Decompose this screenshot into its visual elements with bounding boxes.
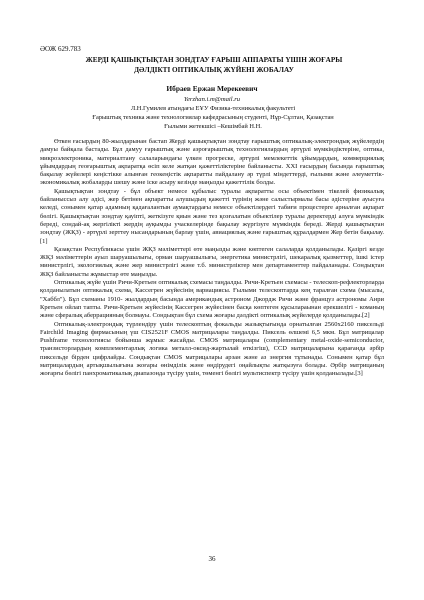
author-name: Ибраев Ержан Мерекеевич — [166, 84, 258, 93]
paragraph-5: Оптикалық-электрондық түрлендіру үшін телескоптың фокальды жазықтығында орнатылған 2560x2160 пиксельді Fairchild Imaging фирмасының үш CIS2521F CMOS матрицалары таңдалды. Пиксель өлшемі 6,5 мкм. Бұл матрицалар Pushframe технологиясы бойынша жұмыс жасайды. CMOS матрицалары (complementary metal-oxide-semiconductor, транзисторлардың комплементарлық логика металл-оксид-жартылай өткізгіш), CCD матрицаларына қарағанда әрбір пиксельде бірден цифрлайды. Сондықтан CMOS матрицалары арзан және аз энергия тұтынады. Сонымен қатар бұл матрицалардың артықшылығына жоғары өнімділік және өңдірудегі оңайлықты жатқызуға болады. Әрбір матрицаның жоғарғы бөлігі панхроматикалық диапазонда түсіру үшін, төменгі бөлігі мультиспектр түсіру үшін қолданылады.[3] — [40, 320, 384, 378]
paragraph-2: Қашықтықтан зондтау - бұл объект немесе құбылыс туралы ақпаратты осы объектімен тікелей физикалық байланыссыз алу әдісі, жер бетінен ақпаратты алушыдың қажетті түрінің және салыстырмалы басы әдістеріне ауысуға келеді, сонымен қатар адамның қадағалантын аумақтардағы немесе объектілердегі табиғи процестерге арналған ақпарат бөлігі. Қашықтықтан зондтау қауіпті, жеткізуге қиын және тез қозғалатын объектілер туралы деректерді алуға мүмкіндік береді, сондай-ақ жергілікті жердің ауқымды учаскелерінде бақылау жүргізуге мүмкіндік береді. Жерді қашықтықтан зондтау (ЖҚЗ) - әртүрлі зерттеу нысандарының барлау үшін, авиациялық және ғарыштық құралдармен Жер бетін бақылау.[1] — [40, 187, 384, 245]
affiliation-line-2: Ғарыштық техника және технологиялар кафедрасының студенті, Нұр-Сұлтан, Қазақстан — [92, 114, 334, 121]
title-line-1: ЖЕРДІ ҚАШЫҚТЫҚТАН ЗОНДТАУ ҒАРЫШ АППАРАТЫ ҮШІН ЖОҒАРЫ — [85, 56, 343, 64]
paragraph-4: Оптикалық жүйе үшін Ричи-Кретьен оптикалық схемасы таңдалды. Ричи-Кретьен схемасы - телескоп-рефлекторларда қолданылатын оптикалық схема, Кассегрен жүйесінің вариациясы. Ғылыми телескоптарда кең таралған схема (мысалы, "Хаббл"). Бұл схеманы 1910- жылдардың басында американдық астроном Джордж Ричи және француз астрономы Анри Кретьен ойлап тапты. Ричи-Кретьен жүйесінің Кассегрен жүйесінен басқа көптеген құсылараынан ерекшелігі - команың және сфералық аберрацияның болмауы. Сондықтан бұл схема жоғары дәлдікті оптикалық жүйелерде қолданылады.[2] — [40, 279, 384, 320]
udc-code: ӘОЖ 629.783 — [40, 45, 81, 53]
affiliation-line-3: Ғылыми жетекшісі –Кешімбай Н.Н. — [164, 123, 262, 130]
author-email: Yerzhan.i.m@mail.ru — [183, 96, 241, 103]
body-text — [40, 138, 384, 379]
paragraph-1: Өткен ғасырдың 80-жылдарынан бастап Жерді қашықтықтан зондтау ғарыштық оптикалық-электрондық жүйелердің дамуы байқала бастады. Бұл дамуу ғарыштық және аэроғарыштық технологиялардың әртүрлі мүмкіндіктеріне, оптика, микроэлектроника, материалтану салаларындағы үлкен прогреске, әртүрлі мемлекеттік ұйымдардың, коммерциялық ұйымдардың геоғарыштық ақпаратқа өсіп келе жатқан қажеттіліктеріне байланысты. XXI ғасырдың басында ғарыштық бақылау жүйелері кеңістікке алынған геокеңістік ақпаратты пайдалану әр түрлі міндеттерді, ғылыми және әлеуметтік-экономикалық жобаларды шешу және іске асыру кезінде маңызды қажеттілік болды. — [40, 138, 384, 187]
page-number: 36 — [208, 555, 216, 563]
title-line-2: ДӘЛДІКТІ ОПТИКАЛЫҚ ЖҮЙЕНІ ЖОБАЛАУ — [134, 66, 294, 74]
paragraph-3: Қазақстан Республикасы үшін ЖҚЗ мәліметтері өте маңызды және көптеген салаларда қолданылады. Қазіргі кезде ЖҚЗ мәліметтерін ауыл шаруашылығы, орман шаруашылығы, энергетика министрлігі, шекаралық қызметтер, ішкі істер министрлігі, экологиялық және жер министрлігі және т.б. министрліктер мен департаменттер пайдаланады. Сондықтан ЖҚЗ байланысты жұмыстар өте маңызды. — [40, 245, 384, 278]
affiliation-line-1: Л.Н.Гумилев атындағы ЕҰУ Физика-техникалық факультеті — [130, 105, 296, 112]
affiliation — [50, 104, 376, 131]
paper-title — [48, 55, 380, 75]
